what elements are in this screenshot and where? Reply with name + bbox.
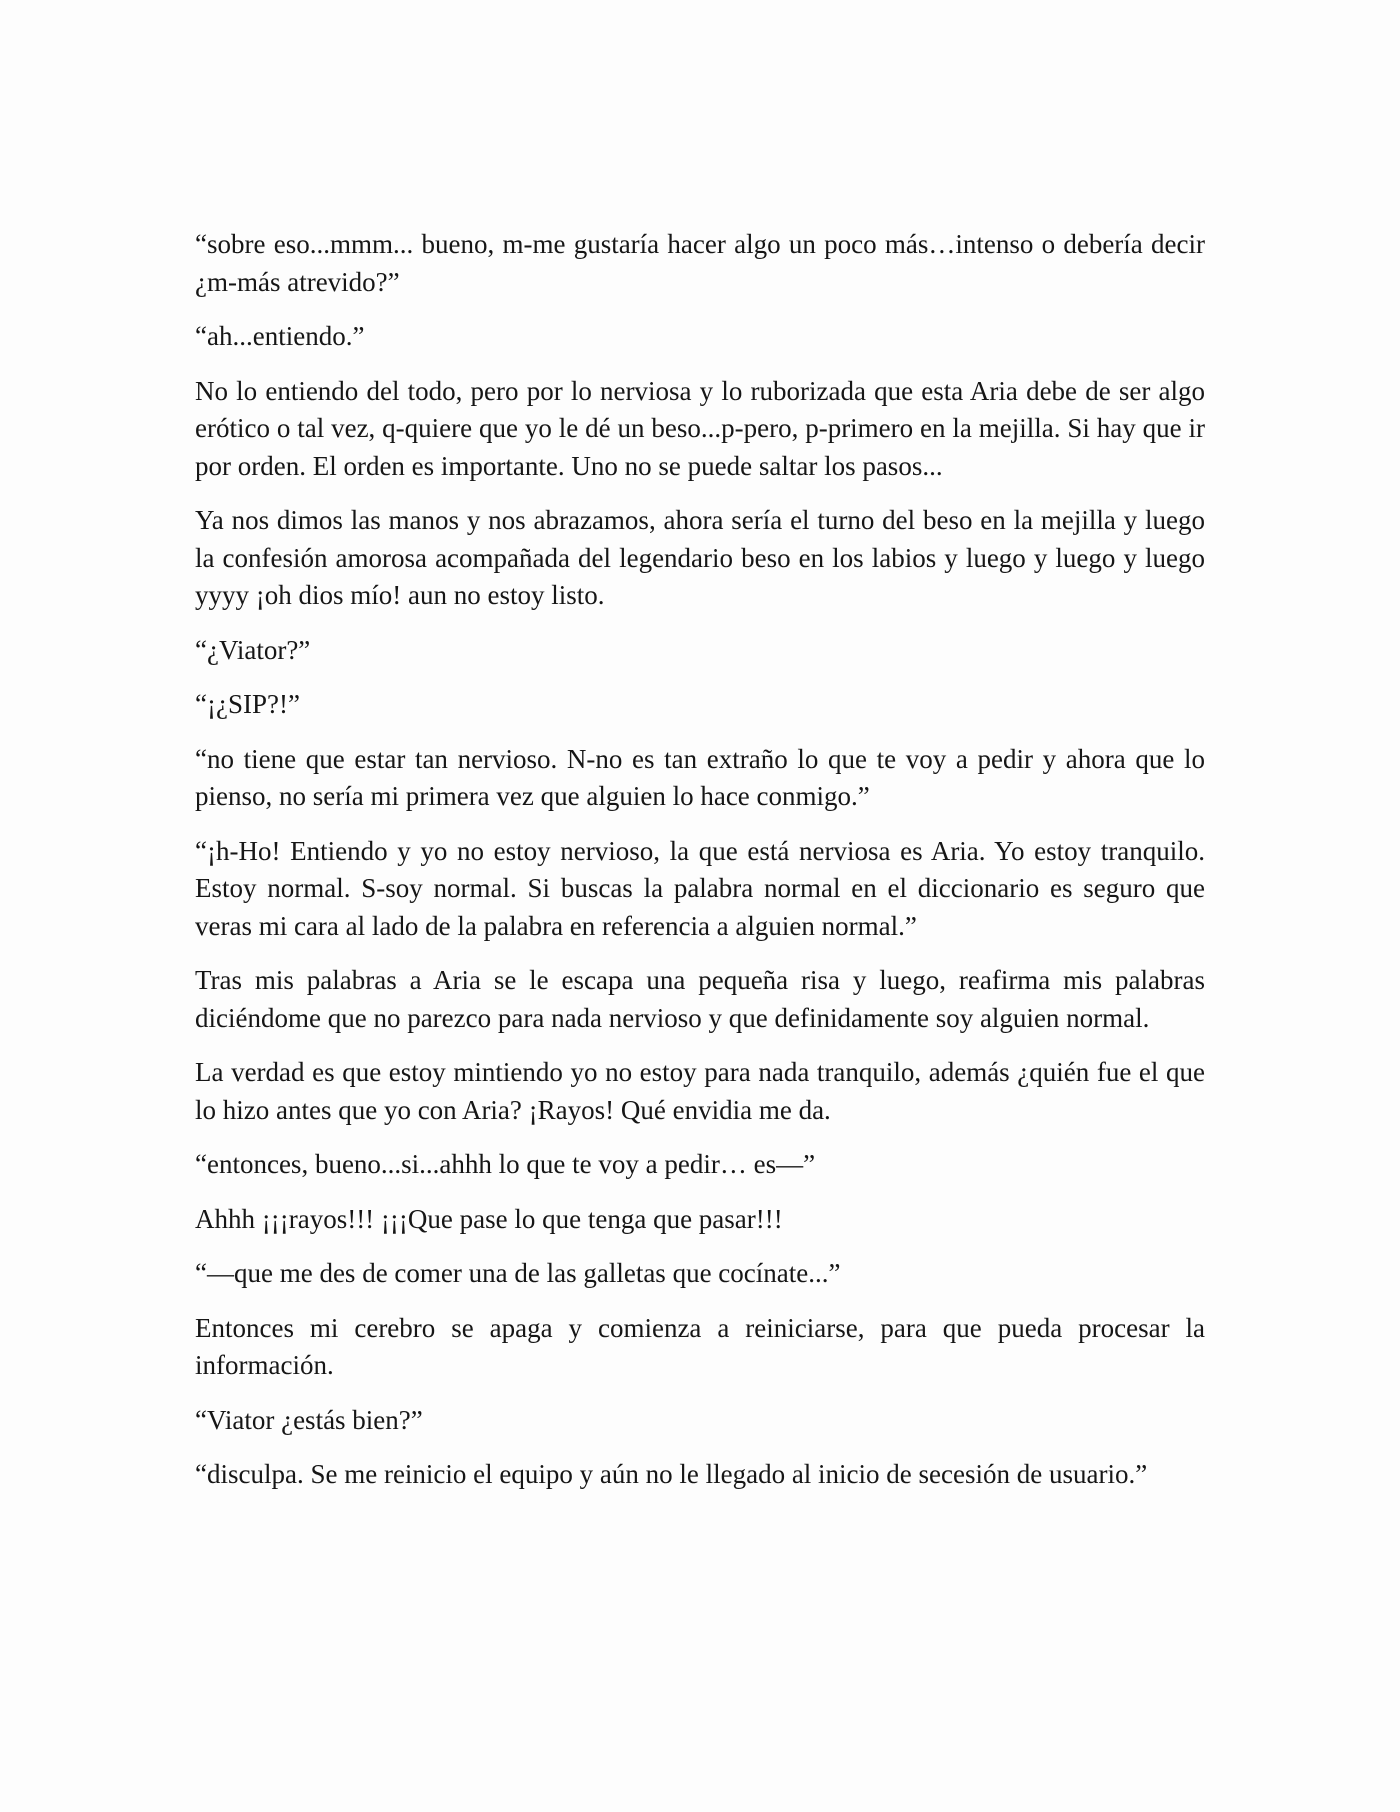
paragraph: “¡¿SIP?!” [195, 689, 300, 719]
paragraph: “Viator ¿estás bien?” [195, 1404, 423, 1435]
paragraph: Entonces mi cerebro se apaga y comienza a reiniciarse, para que pueda procesar la información. [195, 1312, 1205, 1380]
paragraph: “—que me des de comer una de las galletas que cocínate...” [195, 1258, 841, 1288]
paragraph: “¡h-Ho! Entiendo y yo no estoy nervioso, la que está nerviosa es Aria. Yo estoy tranquilo. Estoy normal. S-soy normal. Si buscas la palabra normal en el diccionario es seguro que veras mi cara al lado de la palabra en referencia a alguien normal.” [195, 835, 1205, 941]
document-body [195, 226, 1205, 1511]
paragraph: “entonces, bueno...si...ahhh lo que te voy a pedir… es—” [195, 1149, 816, 1179]
paragraph: Tras mis palabras a Aria se le escapa una pequeña risa y luego, reafirma mis palabras diciéndome que no parezco para nada nervioso y que definidamente soy alguien normal. [195, 965, 1205, 1033]
paragraph: “¿Viator?” [195, 634, 311, 665]
paragraph: “no tiene que estar tan nervioso. N-no es tan extraño lo que te voy a pedir y ahora que lo pienso, no sería mi primera vez que alguien lo hace conmigo.” [195, 743, 1205, 811]
paragraph: La verdad es que estoy mintiendo yo no estoy para nada tranquilo, además ¿quién fue el que lo hizo antes que yo con Aria? ¡Rayos! Qué envidia me da. [195, 1057, 1205, 1125]
paragraph: “sobre eso...mmm... bueno, m-me gustaría hacer algo un poco más…intenso o debería decir ¿m-más atrevido?” [195, 229, 1205, 297]
paragraph: Ahhh ¡¡¡rayos!!! ¡¡¡Que pase lo que tenga que pasar!!! [195, 1203, 783, 1234]
paragraph: No lo entiendo del todo, pero por lo nerviosa y lo ruborizada que esta Aria debe de ser algo erótico o tal vez, q-quiere que yo le dé un beso...p-pero, p-primero en la mejilla. Si hay que ir por orden. El orden es importante. Uno no se puede saltar los pasos... [195, 375, 1205, 481]
paragraph: “ah...entiendo.” [195, 321, 365, 351]
paragraph: Ya nos dimos las manos y nos abrazamos, ahora sería el turno del beso en la mejilla y luego la confesión amorosa acompañada del legendario beso en los labios y luego y luego y luego yyyy ¡oh dios mío! aun no estoy listo. [195, 505, 1205, 610]
paragraph: “disculpa. Se me reinicio el equipo y aún no le llegado al inicio de secesión de usuario.” [195, 1459, 1148, 1489]
